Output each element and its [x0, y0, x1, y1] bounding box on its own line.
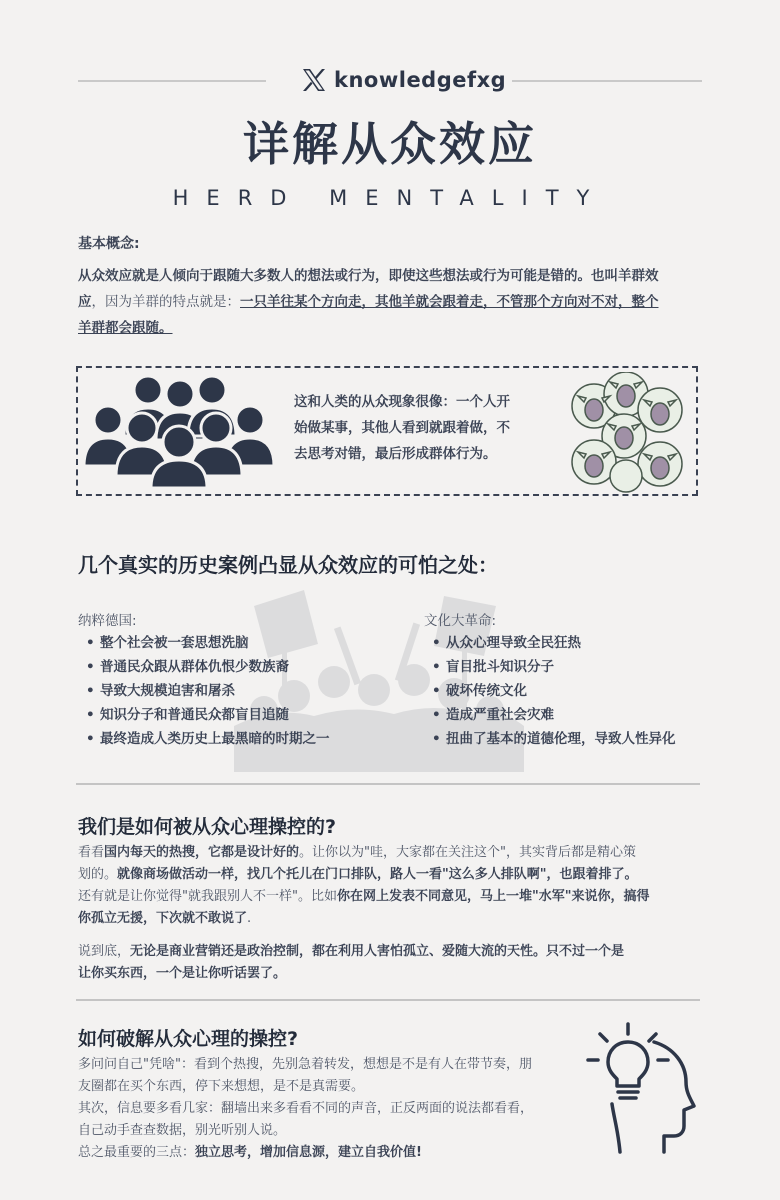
- concept-line-1: 从众效应就是人倾向于跟随大多数人的想法或行为，即使这些想法或行为可能是错的。也叫羊群效: [78, 268, 659, 284]
- control-line-4-end: .: [247, 911, 252, 926]
- x-logo-icon: [300, 66, 328, 94]
- control-line-1b: 国内每天的热搜，它都是设计好的: [104, 845, 300, 860]
- history-right-column: [424, 609, 724, 751]
- crowd-icon: [84, 376, 276, 488]
- control-line-2b: 就像商场做活动一样，找几个托儿在门口排队，路人一看"这么多人排队啊"，也跟着排了。: [117, 867, 638, 882]
- history-right-title: 文化大革命:: [424, 613, 497, 629]
- analogy-line-2: 始做某事，其他人看到就跟着做，不: [294, 420, 510, 436]
- brand: [300, 62, 507, 98]
- sheep-flock-icon: [564, 372, 688, 494]
- analogy-text: [294, 389, 544, 467]
- control-line-5a: 说到底，: [78, 944, 131, 959]
- divider-1: [76, 783, 700, 785]
- analogy-line-3: 去思考对错，最后形成群体行为。: [294, 446, 497, 462]
- control-conclusion: [78, 941, 708, 985]
- crack-paragraph: [78, 1054, 588, 1164]
- control-line-3a: 还有就是让你觉得"就我跟别人不一样"。比如: [78, 889, 337, 904]
- control-paragraph: [78, 842, 708, 930]
- history-heading: 几个真实的历史案例凸显从众效应的可怕之处：: [78, 553, 498, 577]
- concept-line-2a: 应: [78, 294, 92, 310]
- control-line-4: 你孤立无援，下次就不敢说了: [78, 911, 248, 926]
- list-item: • 知识分子和普通民众都盲目追随: [78, 703, 398, 727]
- page-subtitle: HERD MENTALITY: [172, 186, 608, 210]
- analogy-line-1: 这和人类的从众现象很像：一个人开: [294, 394, 510, 410]
- concept-line-3: 羊群都会跟随。: [78, 320, 173, 336]
- history-left-list: [78, 631, 398, 751]
- concept-paragraph: [78, 263, 718, 341]
- crack-line-5a: 总之最重要的三点：: [78, 1145, 196, 1160]
- control-line-5b: 无论是商业营销还是政治控制，都在利用人害怕孤立、爱随大流的天性。只不过一个是: [130, 944, 625, 959]
- brand-name: knowledgefxg: [334, 68, 507, 92]
- control-line-1c: 。让你以为"哇，大家都在关注这个"，其实背后都是精心策: [299, 845, 636, 860]
- list-item: • 破坏传统文化: [424, 679, 724, 703]
- control-line-1a: 看看: [78, 845, 105, 860]
- concept-line-2b: ，因为羊群的特点就是：: [91, 294, 240, 310]
- list-item: • 从众心理导致全民狂热: [424, 631, 724, 655]
- list-item: • 盲目批斗知识分子: [424, 655, 724, 679]
- header-rule-right: [512, 80, 702, 82]
- history-left-title: 纳粹德国:: [78, 613, 137, 629]
- list-item: • 整个社会被一套思想洗脑: [78, 631, 398, 655]
- crack-line-5b: 独立思考，增加信息源，建立自我价值!: [195, 1145, 422, 1160]
- head-lightbulb-icon: [582, 1018, 702, 1158]
- list-item: • 普通民众跟从群体仇恨少数族裔: [78, 655, 398, 679]
- crack-line-2: 友圈都在买个东西，停下来想想，是不是真需要。: [78, 1079, 365, 1094]
- divider-2: [76, 999, 700, 1001]
- page-title: 详解从众效应: [243, 117, 537, 171]
- crack-line-1: 多问问自己"凭啥"：看到个热搜，先别急着转发，想想是不是有人在带节奏，朋: [78, 1057, 532, 1072]
- header-rule-left: [78, 80, 266, 82]
- list-item: • 造成严重社会灾难: [424, 703, 724, 727]
- crack-line-3: 其次，信息要多看几家：翻墙出来多看看不同的声音，正反两面的说法都看看，: [78, 1101, 534, 1116]
- crack-heading: 如何破解从众心理的操控?: [78, 1028, 299, 1050]
- history-right-list: [424, 631, 724, 751]
- list-item: • 扭曲了基本的道德伦理，导致人性异化: [424, 727, 724, 751]
- concept-line-2c: 一只羊往某个方向走，其他羊就会跟着走，不管那个方向对不对，整个: [240, 294, 659, 310]
- history-left-column: [78, 609, 398, 751]
- concept-heading: 基本概念:: [78, 236, 140, 252]
- control-line-6: 让你买东西，一个是让你听话罢了。: [78, 966, 287, 981]
- crack-line-4: 自己动手查查数据，别光听别人说。: [78, 1123, 287, 1138]
- control-line-2a: 划的。: [78, 867, 118, 882]
- control-heading: 我们是如何被从众心理操控的?: [78, 816, 337, 838]
- list-item: • 导致大规模迫害和屠杀: [78, 679, 398, 703]
- list-item: • 最终造成人类历史上最黑暗的时期之一: [78, 727, 398, 751]
- control-line-3b: 你在网上发表不同意见，马上一堆"水军"来说你，搞得: [336, 889, 650, 904]
